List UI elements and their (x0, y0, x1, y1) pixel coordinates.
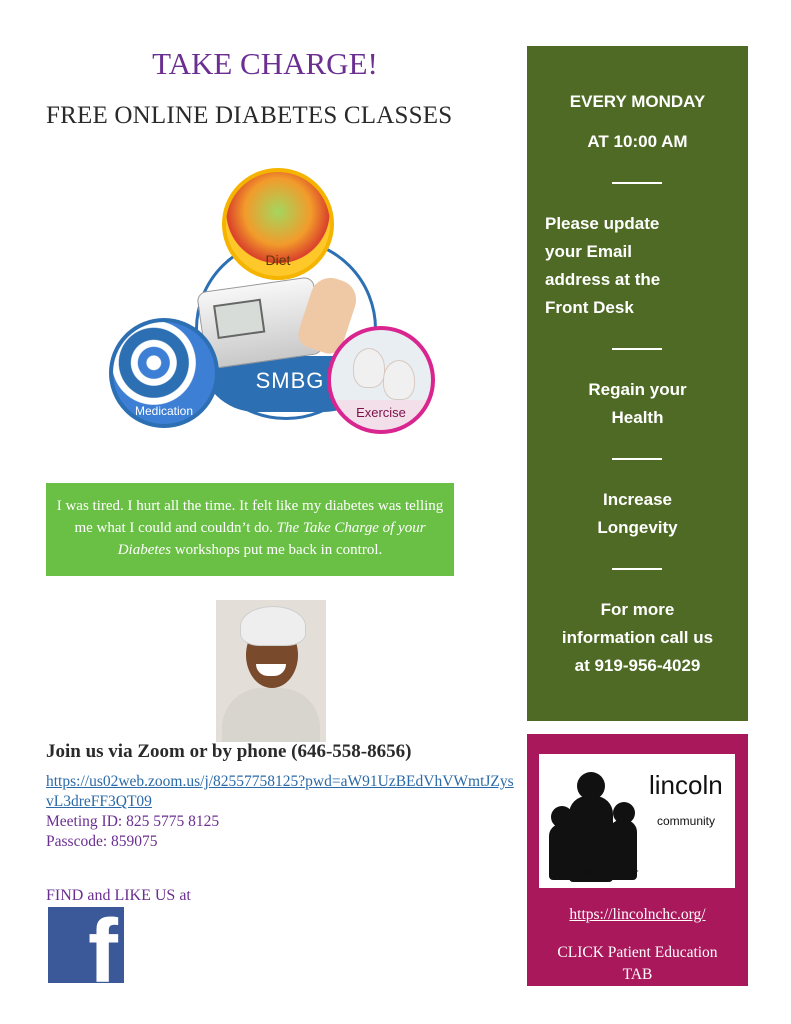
schedule-time: AT 10:00 AM (587, 132, 688, 151)
divider (612, 568, 662, 570)
instruction-line-1: CLICK Patient Education (557, 944, 718, 961)
divider (612, 182, 662, 184)
info-line-2: information call us (561, 628, 714, 647)
divider (612, 348, 662, 350)
diabetes-care-diagram (105, 166, 435, 432)
schedule-panel (527, 46, 748, 721)
quote-emphasis: The Take Charge of your Diabetes (117, 520, 426, 558)
update-email-line-4: Front Desk (545, 298, 634, 317)
regain-health-line-2: Health (611, 408, 664, 427)
meeting-details (46, 812, 219, 852)
testimonial-quote (46, 483, 454, 576)
instruction-line-2: TAB (622, 966, 653, 983)
quote-text-2: workshops put me back in control. (171, 542, 383, 558)
find-like-text: FIND and LIKE US at (46, 887, 191, 904)
update-email-line-2: your Email (545, 242, 632, 261)
zoom-meeting-link[interactable]: https://us02web.zoom.us/j/82557758125?pwd=aW91UzBEdVhVWmtJZysvL3dreFF3QT09 (46, 773, 514, 810)
longevity-line-1: Increase (603, 490, 672, 509)
meeting-passcode: Passcode: 859075 (46, 833, 158, 850)
regain-health-line-1: Regain your (588, 380, 687, 399)
logo-health-center: ealth Center (573, 866, 639, 880)
page-subtitle: FREE ONLINE DIABETES CLASSES (46, 102, 453, 129)
zoom-heading: Join us via Zoom or by phone (646-558-8656) (46, 741, 412, 762)
page-title: TAKE CHARGE! (152, 46, 378, 81)
medication-circle (109, 318, 219, 428)
patient-education-instruction (527, 942, 748, 986)
facebook-glyph: f (88, 907, 118, 983)
logo-word: lincoln (649, 770, 723, 800)
info-phone: at 919-956-4029 (574, 656, 701, 675)
diet-label: Diet (265, 252, 291, 268)
facebook-icon[interactable] (48, 907, 124, 983)
smbg-label: SMBG (255, 368, 325, 393)
update-email-line-1: Please update (545, 214, 660, 233)
meeting-id: Meeting ID: 825 5775 8125 (46, 813, 220, 830)
lincoln-website-link[interactable]: https://lincolnchc.org/ (569, 906, 706, 923)
lincoln-logo (539, 754, 735, 888)
logo-community: community (657, 814, 716, 828)
testimonial-photo (216, 600, 326, 742)
divider (612, 458, 662, 460)
quote-text-1: I was tired. I hurt all the time. It felt like my diabetes was telling me what I could and couldn’t do. (56, 498, 444, 536)
longevity-line-2: Longevity (597, 518, 678, 537)
medication-label: Medication (134, 404, 194, 418)
exercise-label: Exercise (356, 405, 406, 420)
update-email-line-3: address at the (545, 270, 661, 289)
info-line-1: For more (600, 600, 675, 619)
schedule-day: EVERY MONDAY (569, 92, 706, 111)
lincoln-panel (527, 734, 748, 986)
diet-circle (222, 168, 334, 280)
exercise-circle (327, 326, 435, 434)
